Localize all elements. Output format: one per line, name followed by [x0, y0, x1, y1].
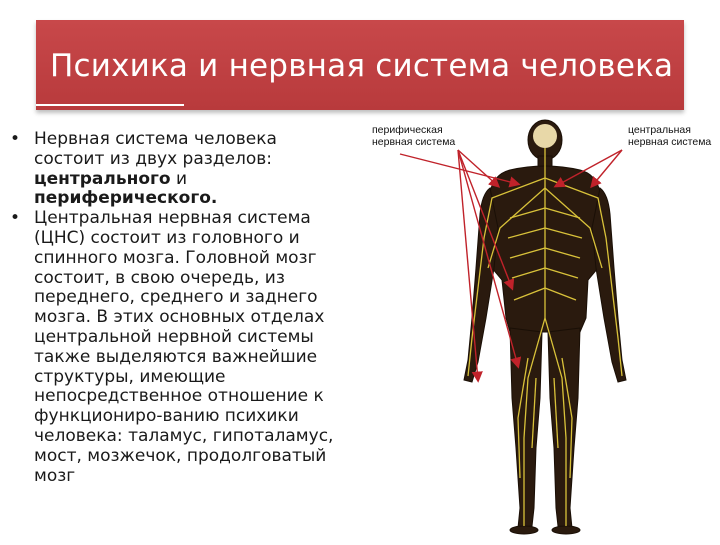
bullet-dot: • [10, 208, 21, 229]
title-bar [36, 20, 684, 110]
bullet-1-central: центрального [34, 168, 171, 189]
central-label [628, 124, 711, 148]
nerve-network [468, 148, 622, 526]
bullet-2-text: Центральная нервная система (ЦНС) состоит из головного и спинного мозга. Головной мозг состоит, в свою очередь, из переднего, среднего и заднего мозга. В этих основных отделах центральной нервной системы также выделяются важнейшие структуры, имеющие непосредственное отношение к функциониро-ванию психики человека: таламус, гипоталамус, мост, мозжечок, продолговатый мозг [34, 208, 334, 486]
bullet-list [10, 130, 350, 486]
bullet-item [10, 209, 350, 486]
slide-title: Психика и нервная система человека [50, 48, 674, 84]
peripheral-label-line-1: перифическая [372, 124, 443, 136]
human-body-illustration [360, 118, 720, 540]
brain-highlight [533, 124, 557, 148]
bullet-item [10, 130, 350, 209]
central-label-line-2: нервная система [628, 136, 712, 148]
bullet-1-intro: Нервная система человека состоит из двух разделов: [34, 129, 277, 169]
bullet-dot: • [10, 129, 21, 149]
bullet-1-peripheral: периферического. [34, 188, 218, 209]
title-underline [36, 104, 184, 106]
nervous-system-figure [360, 118, 720, 540]
bullet-1-joiner: и [170, 168, 188, 189]
peripheral-label [372, 124, 455, 148]
central-label-line-1: центральная [628, 124, 691, 136]
peripheral-label-line-2: нервная система [372, 136, 456, 148]
